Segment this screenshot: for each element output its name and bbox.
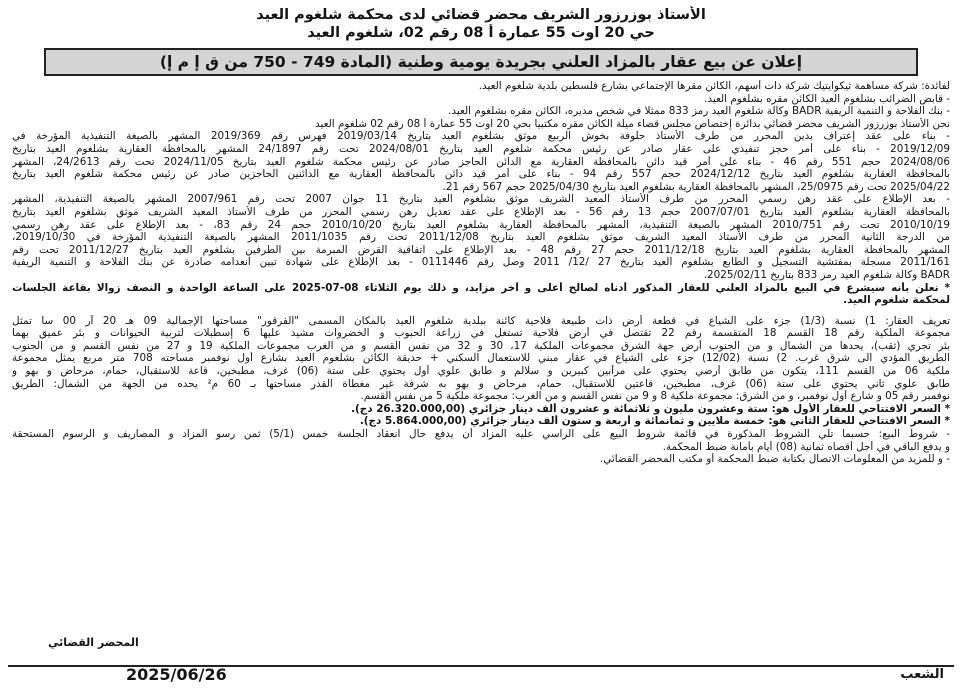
- opening-price-2: * السعر الافتتاحي للعقار الثاني هو: خمسة ملايين و ثمانمائة و أربعة و ستون ألف دينار جزائري (5.864.000,00 دج).: [359, 415, 950, 428]
- property-description: نوفمبر رقم 05 و شارع أول نوفمبر، و من الشرق: مجموعة ملكية 8 و 9 من نفس القسم و من الغرب: مجموعة ملكية 5 من نفس القسم.: [360, 390, 950, 403]
- body-line: بالمحافظة العقارية بشلغوم العيد بتاريخ 2007/07/01 حجم 13 رقم 56 - بعد الإطلاع على عقد تعديل رهن رسمي المحرر من طرف الأستاذ المعيد الشريف موثق بشلغوم العيد بتاريخ: [12, 205, 950, 218]
- bailiff-signature: المحضر القضائي: [48, 636, 139, 649]
- property-description: بئر تجري (ثقب)، يحدها من الشمال و من الجنوب أرض جهة الشرق مجموعات الملكية 17، 30 و 32 من نفس القسم و من الغرب مجموعات الملكية 19 و 27 من نفس القسم و من الجنوب: [12, 339, 950, 352]
- body-line: - بنك الفلاحة و التنمية الريفية BADR وكالة شلغوم العيد رمز 833 ممثلا في شخص مديره، الكائن مقره بشلغوم العيد.: [448, 105, 950, 118]
- bailiff-name: الأستاذ بوزرزور الشريف محضر قضائي لدى محكمة شلغوم العيد: [256, 7, 706, 23]
- bailiff-address: حي 20 اوت 55 عمارة أ 08 رقم 02، شلغوم العيد: [307, 25, 655, 41]
- body-line: 2025/04/22 تحت رقم 25/0975، المشهر بالمحافظة العقارية بشلغوم العيد بتاريخ 2025/04/30 حجم 567 رقم 21.: [442, 180, 950, 193]
- body-line: نحن الأستاذ بوزرزور الشريف محضر قضائي بدائرة إختصاص مجلس قضاء ميلة الكائن مقره مكتبيا بحي 20 اوت 55 عمارة أ 08 رقم 02 شلغوم العيد: [315, 117, 950, 130]
- body-line: - بعد الإطلاع على عقد رهن رسمي المحرر من طرف الأستاذ المعيد الشريف موثق بشلغوم العيد بتاريخ 11 جوان 2007 تحت رقم 2007/961 المشهر بالصيغة التنفيذية، المشهر: [12, 193, 950, 206]
- auction-announcement: * نعلن بأنه سيشرع في البيع بالمزاد العلني للعقار المذكور أدناه لصالح أعلى و آخر مزايد، و ذلك يوم الثلاثاء 08-07-2025 على الساعة الواحدة و النصف زوالا بقاعة الجلسات: [12, 281, 950, 294]
- body-line: من الدرجة الثانية المحرر من طرف الأستاذ المعيد الشريف موثق بشلغوم العيد بتاريخ 2011/12/08 تحت رقم 2011/1035 المشهر بالصيغة التنفيذية المؤرخة في 2019/10/30،: [12, 231, 950, 244]
- body-line: لفائدة: شركة مساهمة ثيكوايتيك شركة ذات أسهم، الكائن مقرها الإجتماعي بشارع فلسطين بلدية شلغوم العيد.: [478, 80, 950, 92]
- body-line: 2019/12/09 - بناء على أمر حجز تنفيذي على عقار صادر عن رئيس محكمة شلغوم العيد بتاريخ 2024/08/01 تحت رقم 24/1897 المشهر بالمحافظة العقارية بشلغوم العيد بتاريخ: [12, 142, 950, 155]
- body-line: بالمحافظة العقارية بشلغوم العيد بتاريخ 2024/12/12 حجم 557 رقم 94 - بناء على أمر قيد دائن بالمحافظة العقارية مع الدائنين الحاجزين صادر عن رئيس محكمة شلغوم العيد بتاريخ: [12, 168, 950, 181]
- property-description: الطريق المؤدي الى شرق غرب. 2) نسبة (12/02) جزء على الشياع في عقار مبني للاستعمال السكني + حديقة الكائن بشلغوم العيد بشارع أول نوفمبر مساحته 708 متر مربع يمثل مجموعة: [12, 352, 950, 365]
- property-description: طابق علوي ثاني يحتوي على ستة (06) غرف، مطبخين، قاعتين للاستقبال، حمام، مرحاض و بهو به شرفة غير مغطاة القدر مساحتها بـ 60 م² يحده من الجهة من الشمال: الطريق: [12, 377, 950, 390]
- publication-date: 2025/06/26: [126, 665, 227, 684]
- body-line: 2024/08/06 حجم 551 رقم 46 - بناء على أمر قيد دائن بالمحافظة العقارية مع الدائن الحاجز صادر عن رئيس محكمة شلغوم العيد بتاريخ 2024/11/05 تحت رقم 24/2613، المشهر: [12, 155, 950, 168]
- body-line: BADR وكالة شلغوم العيد رمز 833 بتاريخ 2025/02/11.: [703, 268, 950, 281]
- body-line: 2011/161 مسجلة بمفتشية التسجيل و الطابع بشلغوم العيد بتاريخ 27 /12/ 2011 وصل رقم 0111446 - بعد الإطلاع على شهادة تبين انعدامه صادرة عن بنك الفلاحة و التنمية الريفية: [12, 256, 950, 269]
- opening-price-1: * السعر الافتتاحي للعقار الأول هو: ستة وعشرون مليون و ثلاثمائة و عشرون ألف دينار جزائري (26.320.000,00 دج).: [351, 402, 950, 415]
- property-description: ملكية 06 من القسم 111، يتكون من طابق أرضي يحتوي على مرآبين كبيرين و سلالم و طابق علوي أول يحتوي على ستة (06) غرف، مطبخين، قاعة للاستقبال، حمام، مرحاض و بهو و: [12, 365, 950, 378]
- spacer: [12, 307, 950, 315]
- body-line: 2010/10/19 تحت رقم 2010/751 المشهر بالصيغة التنفيذية، المشهر بالمحافظة العقارية بشلغوم العيد بتاريخ 2010/10/20 حجم 24 رقم 83، - بعد الإطلاع على عقد رهن رسمي: [12, 218, 950, 231]
- notice-body: [12, 80, 950, 466]
- property-description: تعريف العقار: 1) نسبة (1/3) جزء على الشياع في قطعة أرض ذات طبيعة فلاحية كائنة ببلدية شلغوم العيد بالمكان المسمى "الفرقور" مساحتها الإجمالية 09 هـ 20 آر 00 سا تمثل: [12, 314, 950, 327]
- legal-notice: [8, 6, 954, 687]
- contact-info: - و للمزيد من المعلومات الاتصال بكتابة ضبط المحكمة أو مكتب المحضر القضائي.: [599, 453, 950, 466]
- signature-row: [8, 636, 954, 650]
- sale-conditions: - شروط البيع: حسبما تلي الشروط المذكورة في قائمة شروط البيع على الراسي عليه المزاد أن يدفع حال انعقاد الجلسة خمس (5/1) ثمن رسو المزاد و المصاريف و الرسوم المستحقة: [12, 428, 950, 441]
- body-line: - قابض الضرائب بشلغوم العيد الكائن مقره بشلغوم العيد.: [704, 92, 950, 105]
- newspaper-name: الشعب: [900, 667, 944, 682]
- sale-conditions: و يدفع الباقي في أجل أقصاه ثمانية (08) أيام بأمانة ضبط المحكمة.: [662, 440, 950, 453]
- auction-announcement: لمحكمة شلغوم العيد.: [843, 294, 950, 307]
- property-description: مجموعة الملكية رقم 18 القسم 18 المتقسمة رقم 22 تقتصل في أرض فلاحية تستغل في زراعة الحبوب و الخضروات مشيد عليها 6 إسطبلات لتربية الحيوانات و بئر عميق بهما: [12, 327, 950, 340]
- notice-title-banner: إعلان عن بيع عقار بالمزاد العلني بجريدة يومية وطنية (المادة 749 - 750 من ق إ م إ): [44, 48, 918, 76]
- body-line: - بناء على عقد إعتراف بدين المحرر من طرف الأستاذ حلوفة بخوش الربيع موثق بشلغوم العيد بتاريخ 2019/03/14 فهرس رقم 2019/369 المشهر بالصيغة التنفيذية المؤرخة في: [12, 130, 950, 143]
- body-line: المشهر بالمحافظة العقارية بشلغوم العيد بتاريخ 2011/12/18 حجم 27 رقم 48 - بعد الإطلاع على اتفاقية القرض المبرمة بين الطرفين بشلغوم العيد بتاريخ 2011/12/27 تحت رقم: [12, 243, 950, 256]
